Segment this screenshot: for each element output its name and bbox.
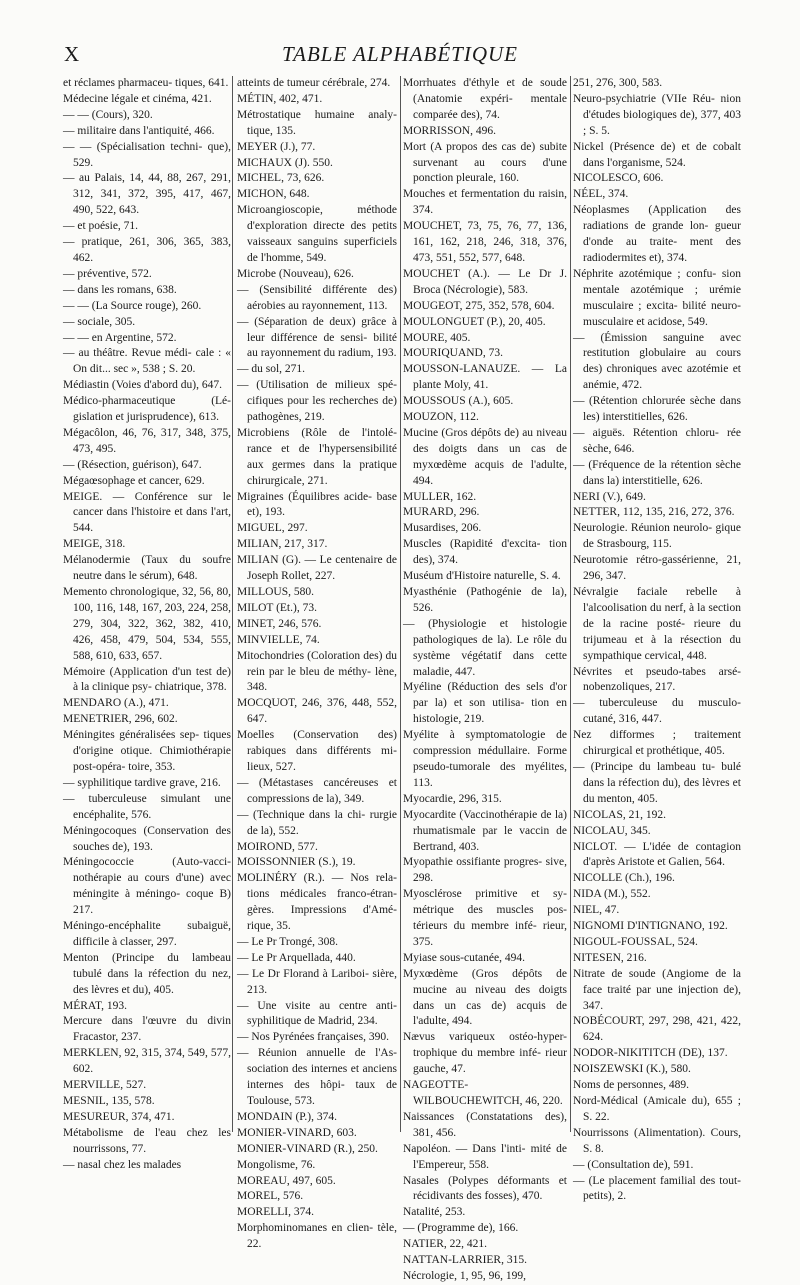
index-entry: MICHAUX (J). 550.: [237, 156, 333, 169]
index-entry: — — (La Source rouge), 260.: [63, 299, 202, 312]
index-entry: NICOLESCO, 606.: [573, 172, 664, 185]
index-entry: MÉRAT, 193.: [63, 999, 127, 1012]
index-entry: — Le Dr Florand à Lariboi- sière, 213.: [237, 967, 397, 996]
index-entry: Memento chronologique, 32, 56, 80, 100, 116, 148, 167, 203, 224, 258, 279, 304, 322, 362, 382, 410, 426, 458, 479, 504, 534, 555, 588, 610, 633, 657.: [63, 586, 232, 662]
index-entry: MOURE, 405.: [403, 331, 471, 344]
index-entry: Mémoire (Application d'un test de) à la clinique psy- chiatrique, 378.: [63, 665, 231, 694]
index-entry: — — (Spécialisation techni- que), 529.: [63, 140, 231, 169]
index-entry: — (Programme de), 166.: [403, 1222, 519, 1235]
index-entry: Néoplasmes (Application des radiations de grande lon- gueur d'onde au traite- ment des radiodermites et), 374.: [573, 204, 741, 264]
index-entry: — tuberculeuse du musculo- cutané, 316, 447.: [573, 697, 741, 726]
index-entry: NATTAN-LARRIER, 315.: [403, 1254, 527, 1267]
index-entry: MILIAN (G). — Le centenaire de Joseph Rollet, 227.: [237, 554, 397, 583]
index-entry: MESUREUR, 374, 471.: [63, 1110, 175, 1123]
page-number: X: [64, 42, 80, 66]
index-entry: Naissances (Constatations des), 381, 456.: [403, 1110, 567, 1139]
index-entry: MORRISSON, 496.: [403, 124, 496, 137]
page-header: [0, 42, 800, 72]
index-entry: — — (Cours), 320.: [63, 108, 153, 121]
index-entry: Mongolisme, 76.: [237, 1158, 316, 1171]
index-entry: Myasthénie (Pathogénie de la), 526.: [403, 586, 567, 614]
index-entry: — dans les romans, 638.: [63, 283, 177, 296]
index-entry: 251, 276, 300, 583.: [573, 77, 663, 89]
index-entry: MENETRIER, 296, 602.: [63, 713, 178, 726]
index-entry: MIGUEL, 297.: [237, 522, 308, 535]
index-entry: MERVILLE, 527.: [63, 1079, 147, 1092]
index-entry: Menton (Principe du lambeau tubulé dans la réfection du nez, des lèvres et du), 405.: [63, 951, 231, 996]
index-entry: — (Séparation de deux) grâce à leur différence de sensi- bilité au rayonnement du radium, 193.: [237, 315, 397, 360]
index-entry: MULLER, 162.: [403, 490, 477, 503]
index-entry: MOIROND, 577.: [237, 840, 318, 853]
index-entry: — nasal chez les malades: [63, 1158, 182, 1171]
index-entry: MOISSONNIER (S.), 19.: [237, 856, 356, 869]
index-entry: Myocardie, 296, 315.: [403, 792, 502, 805]
index-entry: MOUGEOT, 275, 352, 578, 604.: [403, 299, 555, 312]
index-entry: MONIER-VINARD, 603.: [237, 1126, 357, 1139]
index-entry: MINVIELLE, 74.: [237, 633, 320, 646]
index-entry: NICOLAU, 345.: [573, 824, 651, 837]
index-entry: Musardises, 206.: [403, 522, 482, 535]
index-entry: MOUCHET (A.). — Le Dr J. Broca (Nécrologie), 583.: [403, 267, 567, 296]
index-entry: Migraines (Équilibres acide- base et), 193.: [237, 490, 397, 519]
index-entry: — sociale, 305.: [63, 315, 136, 328]
index-entry: MILLOUS, 580.: [237, 586, 314, 598]
index-entry: MEIGE. — Conférence sur le cancer dans l'histoire et dans l'art, 544.: [63, 490, 231, 535]
index-entry: Natalité, 253.: [403, 1206, 466, 1219]
index-entry: et réclames pharmaceu- tiques, 641.: [63, 77, 229, 89]
index-entry: Médiastin (Voies d'abord du), 647.: [63, 379, 223, 392]
index-entry: Myocardite (Vaccinothérapie de la) rhumatismale par le vaccin de Bertrand, 403.: [403, 808, 567, 853]
index-entry: MOREAU, 497, 605.: [237, 1174, 336, 1187]
index-entry: — (Principe du lambeau tu- bulé dans la réfection du), des lèvres et du menton, 405.: [573, 760, 741, 805]
index-entry: Néphrite azotémique ; confu- sion mentale azotémique ; urémie musculaire ; excita- bilité neuro-musculaire et acidose, 549.: [573, 267, 741, 328]
index-entry: NICOLAS, 21, 192.: [573, 808, 666, 821]
index-entry: MERKLEN, 92, 315, 374, 549, 577, 602.: [63, 1047, 231, 1076]
index-entry: NICLOT. — L'idée de contagion d'après Aristote et Galien, 564.: [573, 840, 741, 869]
index-columns: [63, 76, 741, 1282]
index-entry: NIEL, 47.: [573, 904, 620, 917]
index-entry: — préventive, 572.: [63, 267, 152, 280]
index-entry: MICHON, 648.: [237, 188, 310, 201]
index-entry: — (Émission sanguine avec restitution globulaire au cours des) chroniques avec azotémie et anémie, 472.: [573, 331, 741, 392]
index-entry: MILIAN, 217, 317.: [237, 538, 328, 551]
index-entry: — (Fréquence de la rétention sèche dans la) interstitielle, 626.: [573, 458, 741, 487]
index-entry: Myopathie ossifiante progres- sive, 298.: [403, 856, 567, 885]
index-entry: Nasales (Polypes déformants et récidivants des fosses), 470.: [403, 1174, 567, 1203]
index-entry: Myéline (Réduction des sels d'or par la) et son utilisa- tion en histologie, 219.: [403, 681, 567, 726]
index-entry: — (Résection, guérison), 647.: [63, 458, 202, 471]
index-entry: — et poésie, 71.: [63, 220, 139, 233]
index-entry: MORELLI, 374.: [237, 1206, 314, 1219]
index-entry: MOUZON, 112.: [403, 411, 479, 424]
index-entry: — Une visite au centre anti- syphilitique de Madrid, 234.: [237, 999, 397, 1028]
index-entry: Microbiens (Rôle de l'intolé- rance et de l'hypersensibilité aux germes dans la pratique chirurgicale, 271.: [237, 426, 397, 487]
index-entry: — (Utilisation de milieux spé- cifiques pour les recherches de) pathogènes, 219.: [237, 379, 397, 424]
index-entry: Nævus variqueux ostéo-hyper- trophique du membre infé- rieur gauche, 47.: [403, 1031, 567, 1076]
index-entry: Noms de personnes, 489.: [573, 1079, 689, 1092]
index-entry: Morrhuates d'éthyle et de soude (Anatomie expéri- mentale comparée des), 74.: [403, 77, 567, 121]
index-entry: MICHEL, 73, 626.: [237, 172, 325, 185]
index-entry: MONDAIN (P.), 374.: [237, 1110, 337, 1123]
index-entry: Nécrologie, 1, 95, 96, 199,: [403, 1269, 526, 1282]
index-entry: MILOT (Et.), 73.: [237, 601, 317, 614]
index-entry: MENDARO (A.), 471.: [63, 697, 169, 710]
index-entry: NETTER, 112, 135, 216, 272, 376.: [573, 506, 735, 519]
index-entry: — (Consultation de), 591.: [573, 1158, 694, 1171]
index-entry: Nez difformes ; traitement chirurgical et prothétique, 405.: [573, 729, 741, 758]
index-entry: Mouches et fermentation du raisin, 374.: [403, 188, 567, 217]
index-entry: — (Technique dans la chi- rurgie de la), 552.: [237, 808, 397, 837]
index-entry: NOBÉCOURT, 297, 298, 421, 422, 624.: [573, 1015, 741, 1044]
index-column-1: [63, 76, 232, 1171]
index-entry: MOLINÉRY (R.). — Nos rela- tions médicales franco-étran- gères. Impressions d'Amé- rique, 35.: [237, 872, 397, 933]
index-entry: — au Palais, 14, 44, 88, 267, 291, 312, 341, 372, 395, 417, 467, 490, 522, 643.: [63, 172, 231, 217]
index-entry: Nickel (Présence de) et de cobalt dans l'organisme, 524.: [573, 140, 741, 169]
index-entry: Microangioscopie, méthode d'exploration directe des petits vaisseaux sanguins superficiels de l'homme, 549.: [237, 204, 397, 264]
index-entry: — militaire dans l'antiquité, 466.: [63, 124, 215, 137]
index-entry: MURARD, 296.: [403, 506, 480, 519]
index-entry: Muséum d'Histoire naturelle, S. 4.: [403, 570, 561, 583]
index-entry: — aiguës. Rétention chloru- rée sèche, 646.: [573, 426, 741, 455]
index-entry: — (Rétention chlorurée sèche dans les) interstitielles, 626.: [573, 395, 741, 424]
index-entry: — syphilitique tardive grave, 216.: [63, 776, 221, 789]
index-entry: NOISZEWSKI (K.), 580.: [573, 1063, 691, 1076]
index-entry: MOREL, 576.: [237, 1190, 304, 1203]
index-entry: Microbe (Nouveau), 626.: [237, 267, 354, 280]
index-entry: Névrites et pseudo-tabes arsé- nobenzoliques, 217.: [573, 665, 741, 694]
index-entry: Nourrissons (Alimentation). Cours, S. 8.: [573, 1126, 741, 1155]
index-entry: Mitochondries (Coloration des) du rein par le bleu de méthy- lène, 348.: [237, 649, 397, 694]
index-entry: MONIER-VINARD (R.), 250.: [237, 1142, 378, 1155]
index-entry: Myxœdème (Gros dépôts de mucine au niveau des doigts dans un cas de) acquis de l'adulte, 494.: [403, 967, 567, 1028]
index-column-4: [573, 76, 741, 1203]
index-entry: — Réunion annuelle de l'As- sociation des internes et anciens internes des hôpi- taux de Toulouse, 573.: [237, 1047, 397, 1107]
index-entry: MOULONGUET (P.), 20, 405.: [403, 315, 546, 328]
index-entry: Myiase sous-cutanée, 494.: [403, 951, 525, 964]
index-entry: — — en Argentine, 572.: [63, 331, 177, 344]
index-entry: Métrostatique humaine analy- tique, 135.: [237, 108, 397, 137]
index-entry: — (Métastases cancéreuses et compressions de la), 349.: [237, 776, 397, 805]
index-entry: NICOLLE (Ch.), 196.: [573, 872, 675, 885]
index-entry: Napoléon. — Dans l'inti- mité de l'Empereur, 558.: [403, 1142, 567, 1171]
index-entry: atteints de tumeur cérébrale, 274.: [237, 77, 391, 89]
index-entry: NODOR-NIKITITCH (DE), 137.: [573, 1047, 728, 1060]
index-entry: Moelles (Conservation des) rabiques dans différents mi- lieux, 527.: [237, 729, 397, 773]
index-entry: Méningo-encéphalite subaiguë, difficile à classer, 297.: [63, 920, 231, 948]
index-entry: Neurologie. Réunion neurolo- gique de Strasbourg, 115.: [573, 522, 741, 551]
index-entry: Myosclérose primitive et sy- métrique des muscles pos- térieurs du membre infé- rieur, 375.: [403, 888, 567, 948]
index-entry: MOUCHET, 73, 75, 76, 77, 136, 161, 162, 218, 246, 318, 376, 473, 551, 552, 577, 648.: [403, 220, 567, 264]
index-entry: Nitrate de soude (Angiome de la face traité par une injection de), 347.: [573, 967, 741, 1012]
index-column-2: [237, 76, 397, 1251]
index-entry: Morphominomanes en clien- tèle, 22.: [237, 1222, 397, 1251]
index-entry: MÉTIN, 402, 471.: [237, 92, 323, 105]
index-entry: NIDA (M.), 552.: [573, 888, 651, 901]
index-entry: Mégaœsophage et cancer, 629.: [63, 474, 205, 487]
index-entry: NAGEOTTE-WILBOUCHEWITCH, 46, 220.: [403, 1079, 563, 1107]
index-entry: Mercure dans l'œuvre du divin Fracastor, 237.: [63, 1015, 231, 1044]
index-entry: NÉEL, 374.: [573, 188, 629, 201]
index-entry: NIGOUL-FOUSSAL, 524.: [573, 935, 698, 948]
index-entry: NATIER, 22, 421.: [403, 1238, 488, 1251]
index-entry: — Le Pr Trongé, 308.: [237, 935, 338, 948]
index-entry: — (Physiologie et histologie pathologiques de la). Le rôle du système végétatif dans cette maladie, 447.: [403, 617, 567, 678]
index-entry: Muscles (Rapidité d'excita- tion des), 374.: [403, 538, 567, 567]
index-entry: Médico-pharmaceutique (Lé- gislation et jurisprudence), 613.: [63, 395, 231, 424]
index-entry: Névralgie faciale rebelle à l'alcoolisation du nerf, à la section de la racine posté- rieure du trijumeau et à la résection du sympathique cervical, 448.: [573, 586, 741, 662]
index-entry: — pratique, 261, 306, 365, 383, 462.: [63, 236, 231, 264]
index-entry: Mélanodermie (Taux du soufre neutre dans le sérum), 648.: [63, 554, 231, 583]
index-entry: MESNIL, 135, 578.: [63, 1095, 155, 1107]
index-entry: — Le Pr Arquellada, 440.: [237, 951, 356, 964]
index-entry: MOURIQUAND, 73.: [403, 347, 503, 360]
index-entry: Méningococcie (Auto-vacci- nothérapie au cours d'une) avec méningite à méningo- coque B) 217.: [63, 856, 231, 917]
page-title: TABLE ALPHABÉTIQUE: [282, 42, 518, 66]
index-entry: MINET, 246, 576.: [237, 617, 322, 630]
index-entry: Médecine légale et cinéma, 421.: [63, 92, 212, 105]
index-entry: Myélite à symptomatologie de compression médullaire. Forme pseudo-tumorale des myélites, 113.: [403, 729, 567, 789]
index-entry: MEIGE, 318.: [63, 538, 126, 551]
index-entry: Neurotomie rétro-gassérienne, 21, 296, 347.: [573, 554, 741, 583]
index-entry: NITESEN, 216.: [573, 951, 647, 964]
index-column-3: [403, 76, 567, 1282]
index-entry: NIGNOMI D'INTIGNANO, 192.: [573, 920, 728, 933]
index-entry: MOUSSOUS (A.), 605.: [403, 395, 514, 408]
index-entry: — tuberculeuse simulant une encéphalite, 576.: [63, 792, 231, 821]
index-entry: MEYER (J.), 77.: [237, 140, 316, 153]
index-entry: NERI (V.), 649.: [573, 490, 646, 503]
index-entry: Neuro-psychiatrie (VIIe Réu- nion d'études biologiques de), 377, 403 ; S. 5.: [573, 92, 741, 137]
index-entry: — au théâtre. Revue médi- cale : « On dit... sec », 538 ; S. 20.: [63, 347, 231, 376]
index-entry: — (Sensibilité différente des) aérobies au rayonnement, 113.: [237, 283, 397, 312]
index-entry: Mort (A propos des cas de) subite survenant au cours d'une ponction pleurale, 160.: [403, 140, 567, 185]
index-entry: Métabolisme de l'eau chez les nourrissons, 77.: [63, 1126, 231, 1155]
index-entry: Méningocoques (Conservation des souches de), 193.: [63, 824, 231, 853]
index-entry: MOUSSON-LANAUZE. — La plante Moly, 41.: [403, 363, 567, 392]
index-entry: Mucine (Gros dépôts de) au niveau des doigts dans un cas de myxœdème acquis de l'adulte, 494.: [403, 426, 567, 487]
index-entry: — du sol, 271.: [237, 363, 306, 376]
index-entry: Mégacôlon, 46, 76, 317, 348, 375, 473, 495.: [63, 426, 231, 455]
index-entry: — Nos Pyrénées françaises, 390.: [237, 1031, 390, 1044]
index-entry: MOCQUOT, 246, 376, 448, 552, 647.: [237, 697, 397, 726]
index-entry: — (Le placement familial des tout-petits), 2.: [573, 1174, 741, 1203]
index-entry: Nord-Médical (Amicale du), 655 ; S. 22.: [573, 1095, 741, 1123]
index-entry: Méningites généralisées sep- tiques d'origine otique. Chimiothérapie post-opéra- toire, 353.: [63, 729, 231, 773]
